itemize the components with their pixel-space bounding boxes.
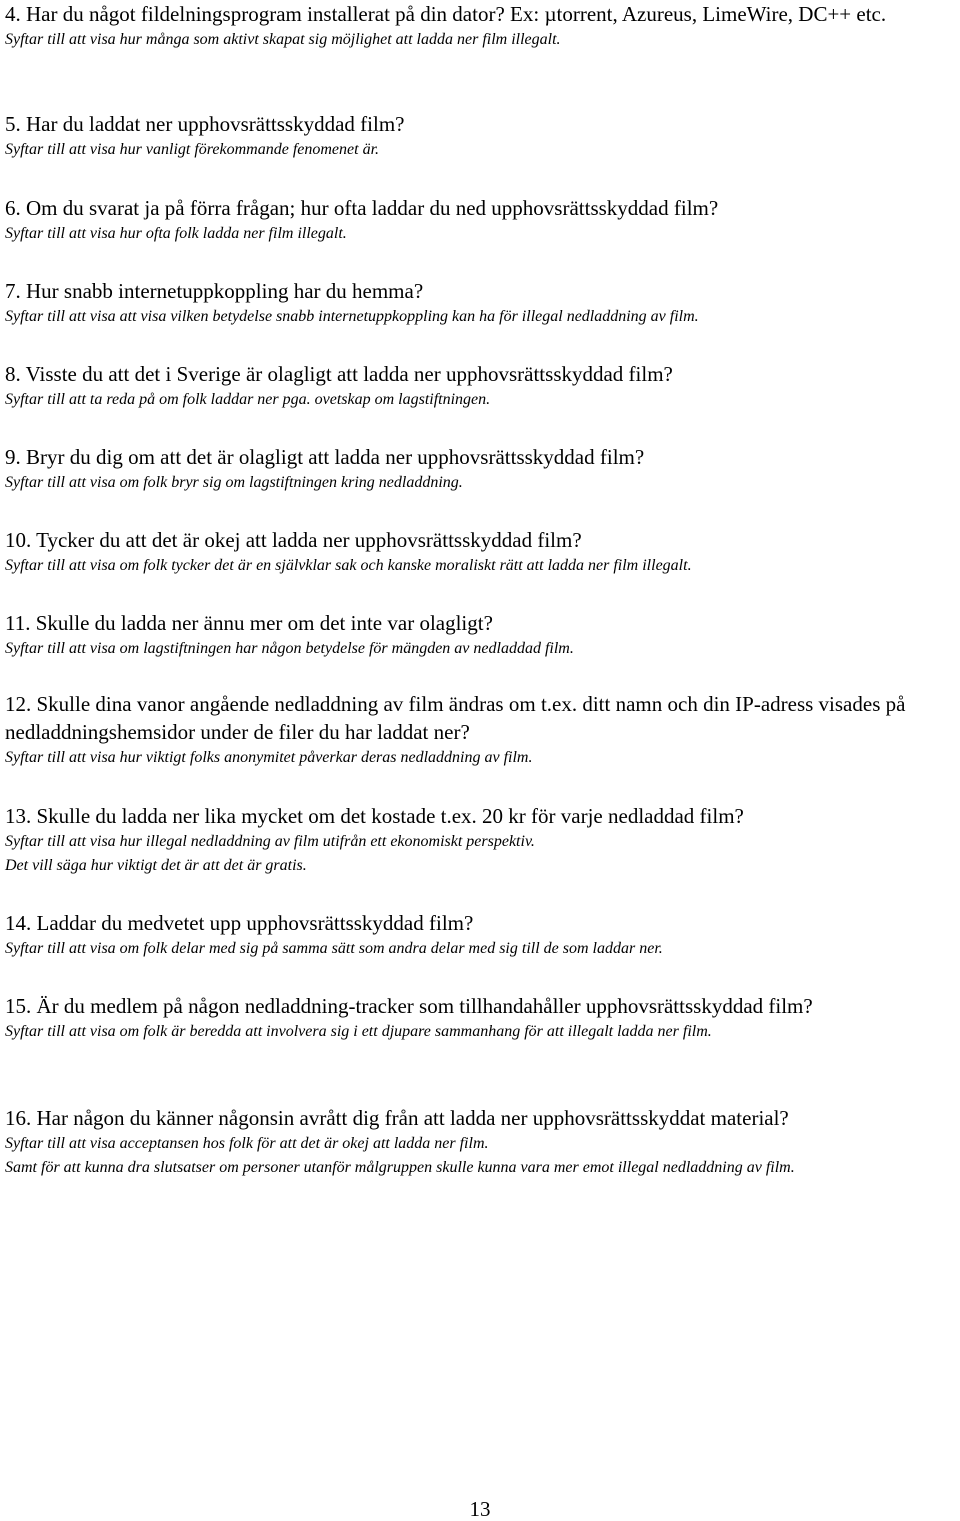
question-purpose: Syftar till att visa acceptansen hos folk för att det är okej att ladda ner film. [5, 1135, 489, 1152]
question-purpose: Syftar till att visa om lagstiftningen har någon betydelse för mängden av nedladdad film. [5, 640, 574, 657]
question-14 [5, 909, 955, 961]
question-8 [5, 360, 955, 412]
question-6 [5, 194, 955, 246]
question-title: 9. Bryr du dig om att det är olagligt att ladda ner upphovsrättsskyddad film? [5, 445, 645, 469]
question-7 [5, 277, 955, 329]
question-purpose: Syftar till att visa om folk är beredda att involvera sig i ett djupare sammanhang för att illegalt ladda ner film. [5, 1023, 712, 1040]
question-title: 10. Tycker du att det är okej att ladda ner upphovsrättsskyddad film? [5, 528, 582, 552]
question-15 [5, 992, 955, 1044]
page-number: 13 [469, 1497, 491, 1521]
question-11 [5, 609, 955, 661]
question-9 [5, 443, 955, 495]
question-16 [5, 1104, 955, 1180]
question-title: 6. Om du svarat ja på förra frågan; hur ofta laddar du ned upphovsrättsskyddad film? [5, 196, 719, 220]
question-5 [5, 110, 955, 162]
question-title: 8. Visste du att det i Sverige är olagligt att ladda ner upphovsrättsskyddad film? [5, 362, 673, 386]
question-purpose: Syftar till att visa hur illegal nedladdning av film utifrån ett ekonomiskt perspektiv. [5, 833, 535, 850]
question-purpose: Syftar till att ta reda på om folk laddar ner pga. ovetskap om lagstiftningen. [5, 391, 491, 408]
question-title: 7. Hur snabb internetuppkoppling har du hemma? [5, 279, 424, 303]
question-title: 13. Skulle du ladda ner lika mycket om det kostade t.ex. 20 kr för varje nedladdad film? [5, 804, 744, 828]
question-title: 16. Har någon du känner någonsin avrått dig från att ladda ner upphovsrättsskyddat material? [5, 1106, 789, 1130]
question-4 [5, 0, 955, 52]
question-10 [5, 526, 955, 578]
question-title: 14. Laddar du medvetet upp upphovsrättsskyddad film? [5, 911, 474, 935]
question-title: 15. Är du medlem på någon nedladdning-tracker som tillhandahåller upphovsrättsskyddad film? [5, 994, 813, 1018]
question-purpose: Syftar till att visa om folk delar med sig på samma sätt som andra delar med sig till de som laddar ner. [5, 940, 663, 957]
question-12 [5, 690, 955, 770]
question-purpose: Syftar till att visa hur vanligt förekommande fenomenet är. [5, 141, 380, 158]
question-purpose-continued: Samt för att kunna dra slutsatser om personer utanför målgruppen skulle kunna vara mer emot illegal nedladdning av film. [5, 1159, 795, 1176]
question-title: 5. Har du laddat ner upphovsrättsskyddad film? [5, 112, 405, 136]
question-purpose-continued: Det vill säga hur viktigt det är att det är gratis. [5, 857, 307, 874]
question-purpose: Syftar till att visa att visa vilken betydelse snabb internetuppkoppling kan ha för illegal nedladdning av film. [5, 308, 699, 325]
question-purpose: Syftar till att visa om folk bryr sig om lagstiftningen kring nedladdning. [5, 474, 463, 491]
question-title: 11. Skulle du ladda ner ännu mer om det inte var olagligt? [5, 611, 493, 635]
question-title: 12. Skulle dina vanor angående nedladdning av film ändras om t.ex. ditt namn och din IP-adress visades på nedladdningshemsidor under de filer du har laddat ner? [5, 692, 906, 744]
question-purpose: Syftar till att visa hur viktigt folks anonymitet påverkar deras nedladdning av film. [5, 749, 533, 766]
question-purpose: Syftar till att visa om folk tycker det är en självklar sak och kanske moraliskt rätt att ladda ner film illegalt. [5, 557, 692, 574]
question-title: 4. Har du något fildelningsprogram installerat på din dator? Ex: µtorrent, Azureus, LimeWire, DC++ etc. [5, 2, 887, 26]
question-purpose: Syftar till att visa hur ofta folk ladda ner film illegalt. [5, 225, 347, 242]
question-purpose: Syftar till att visa hur många som aktivt skapat sig möjlighet att ladda ner film illegalt. [5, 31, 561, 48]
question-13 [5, 802, 955, 878]
